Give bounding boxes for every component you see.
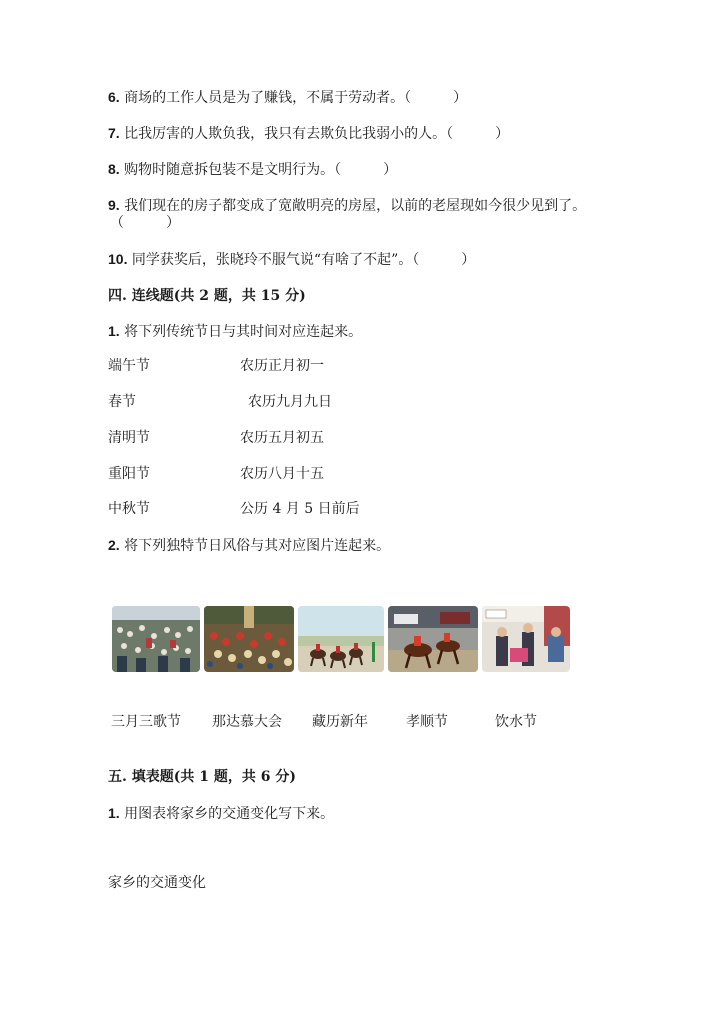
question-8 [108, 160, 397, 179]
section-5-title: 五. 填表题(共 1 题，共 6 分) [108, 769, 296, 785]
question-text: 同学获奖后，张晓玲不服气说“有啥了不起”。（ ） [131, 252, 476, 268]
question-text: 用图表将家乡的交通变化写下来。 [124, 806, 335, 822]
festival-item: 中秋节 [108, 501, 150, 517]
photo-caption: 饮水节 [495, 714, 537, 730]
question-9 [108, 196, 586, 215]
photo-caption: 藏历新年 [312, 714, 368, 730]
question-text: 我们现在的房子都变成了宽敞明亮的房屋，以前的老屋现如今很少见到了。 [124, 198, 587, 214]
question-text: 将下列独特节日风俗与其对应图片连起来。 [124, 538, 391, 554]
crowd-photo [112, 606, 200, 672]
section-4-question-2 [108, 536, 390, 555]
question-text: 将下列传统节日与其时间对应连起来。 [124, 324, 363, 340]
question-number: 8. [108, 161, 120, 177]
horse-riders-photo [388, 606, 478, 672]
question-text: 商场的工作人员是为了赚钱，不属于劳动者。（ ） [124, 90, 468, 106]
festival-time: 农历八月十五 [240, 466, 324, 482]
festival-time: 公历 4 月 5 日前后 [240, 501, 360, 517]
question-number: 9. [108, 197, 120, 213]
question-number: 2. [108, 537, 120, 553]
question-7 [108, 124, 509, 143]
question-number: 1. [108, 805, 120, 821]
question-number: 10. [108, 251, 128, 267]
question-number: 1. [108, 323, 120, 339]
festival-time: 农历正月初一 [240, 358, 324, 374]
festival-item: 清明节 [108, 430, 150, 446]
photo-caption: 那达慕大会 [212, 714, 282, 730]
festival-item: 重阳节 [108, 466, 150, 482]
festival-item: 端午节 [108, 358, 150, 374]
question-text: 购物时随意拆包装不是文明行为。（ ） [124, 162, 398, 178]
street-vendors-photo [482, 606, 570, 672]
question-number: 6. [108, 89, 120, 105]
section-4-title: 四. 连线题(共 2 题，共 15 分) [108, 288, 306, 304]
horse-race-photo [298, 606, 384, 672]
festival-photo-strip [112, 606, 572, 674]
festival-item: 春节 [108, 394, 136, 410]
dance-photo [204, 606, 294, 672]
photo-caption: 三月三歌节 [111, 714, 181, 730]
question-10 [108, 250, 475, 269]
section-4-question-1 [108, 322, 362, 341]
question-text: 比我厉害的人欺负我，我只有去欺负比我弱小的人。（ ） [124, 126, 510, 142]
question-6 [108, 88, 467, 107]
photo-caption: 孝顺节 [406, 714, 448, 730]
question-number: 7. [108, 125, 120, 141]
festival-time: 农历五月初五 [240, 430, 324, 446]
festival-time: 农历九月九日 [248, 394, 332, 410]
question-9-answer-paren: （ ） [110, 215, 180, 231]
table-title: 家乡的交通变化 [108, 875, 206, 891]
section-5-question-1 [108, 804, 334, 823]
